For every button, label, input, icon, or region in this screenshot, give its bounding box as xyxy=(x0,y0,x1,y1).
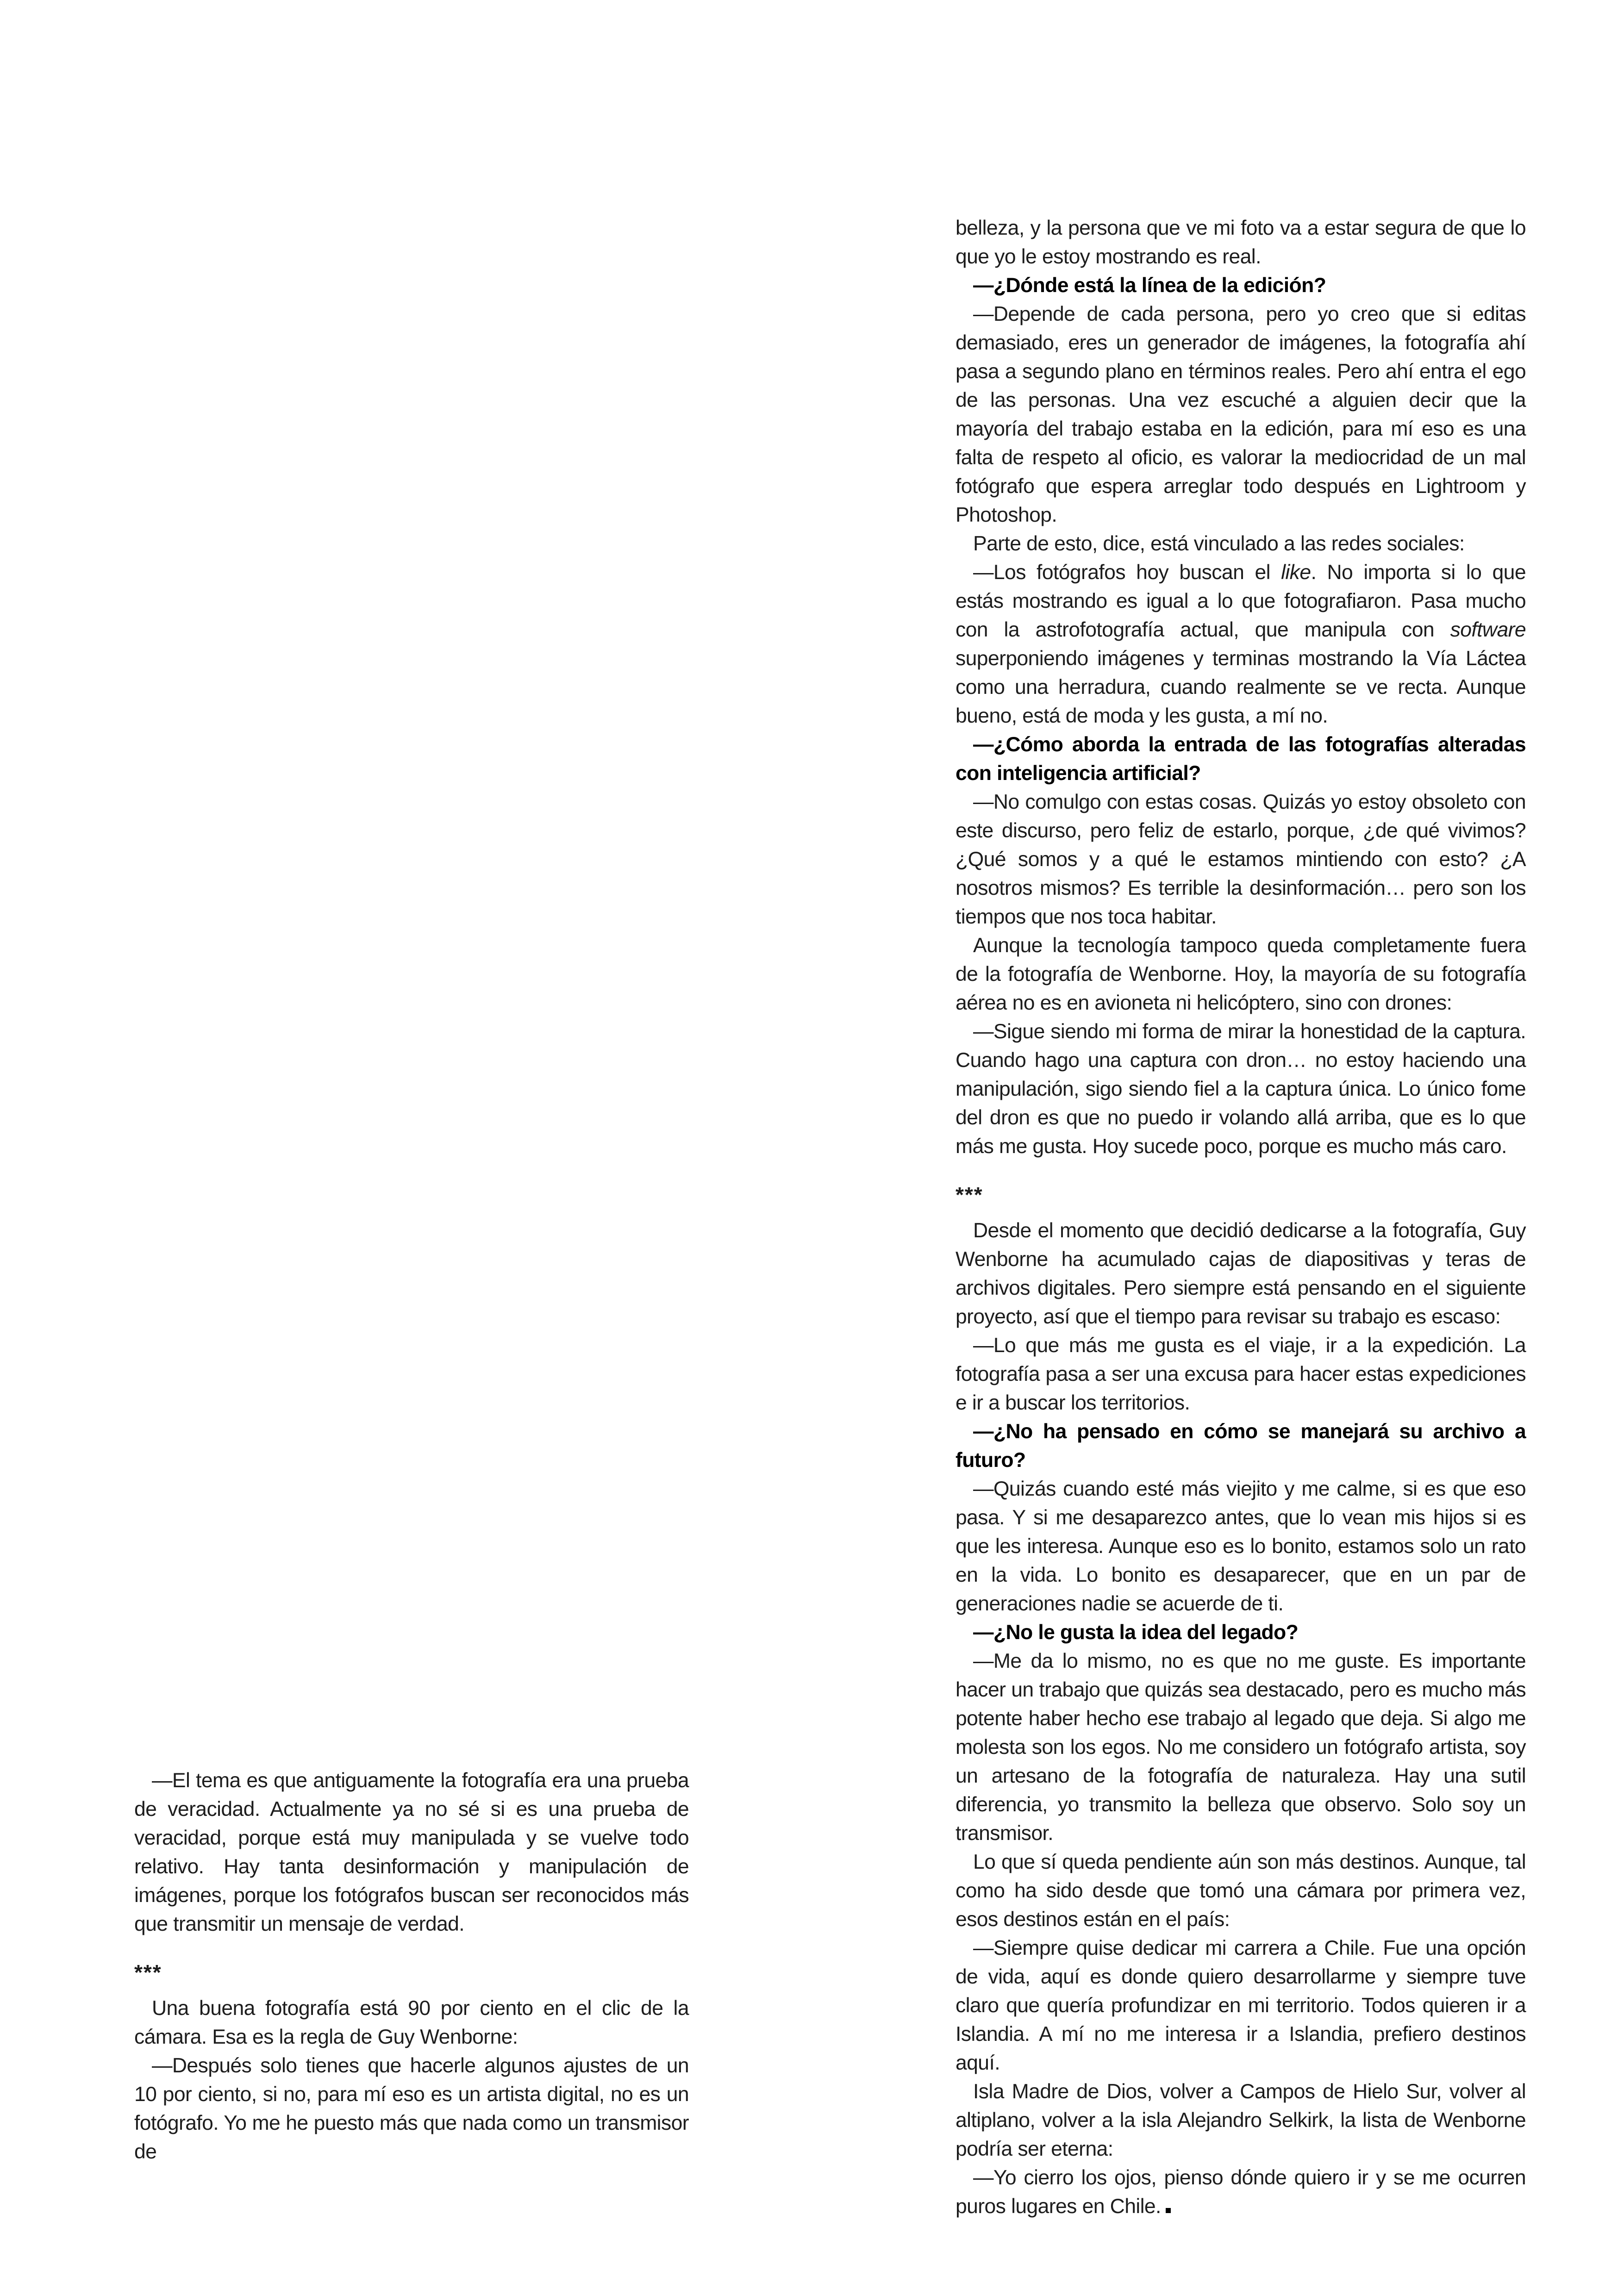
interview-answer: —No comulgo con estas cosas. Quizás yo estoy obsoleto con este discurso, pero feliz de estarlo, porque, ¿de qué vivimos? ¿Qué somos y a qué le estamos mintiendo con esto? ¿A nosotros mismos? Es terrible la desinformación… pero son los tiempos que nos toca habitar. xyxy=(956,791,1526,928)
interview-answer: —Me da lo mismo, no es que no me guste. Es importante hacer un trabajo que quizás sea destacado, pero es mucho más potente haber hecho ese trabajo al legado que deja. Si algo me molesta son los egos. No me considero un fotógrafo artista, soy un artesano de la fotografía de naturaleza. Hay una sutil diferencia, yo transmito la belleza que observo. Solo soy un transmisor. xyxy=(956,1650,1526,1845)
answer-text: —Los fotógrafos hoy buscan el xyxy=(973,561,1281,584)
end-of-article-icon xyxy=(1166,2208,1171,2213)
paragraph: Lo que sí queda pendiente aún son más destinos. Aunque, tal como ha sido desde que tomó una cámara por primera vez, esos destinos están en el país: xyxy=(956,1851,1526,1931)
paragraph: Aunque la tecnología tampoco queda completamente fuera de la fotografía de Wenborne. Hoy, la mayoría de su fotografía aérea no es en avioneta ni helicóptero, sino con drones: xyxy=(956,934,1526,1014)
interview-answer xyxy=(956,2164,1526,2221)
interview-question: —¿Dónde está la línea de la edición? xyxy=(973,274,1326,297)
interview-answer xyxy=(956,558,1526,730)
paragraph: —El tema es que antiguamente la fotografía era una prueba de veracidad. Actualmente ya no sé si es una prueba de veracidad, porque está muy manipulada y se vuelve todo relativo. Hay tanta desinformación y manipulación de imágenes, porque los fotógrafos buscan ser reconocidos más que transmitir un mensaje de verdad. xyxy=(134,1769,689,1935)
paragraph-continuation: belleza, y la persona que ve mi foto va a estar segura de que lo que yo le estoy mostrando es real. xyxy=(956,217,1526,268)
paragraph: Una buena fotografía está 90 por ciento en el clic de la cámara. Esa es la regla de Guy Wenborne: xyxy=(134,1997,689,2048)
paragraph: —Después solo tienes que hacerle algunos ajustes de un 10 por ciento, si no, para mí eso es un artista digital, no es un fotógrafo. Yo me he puesto más que nada como un transmisor de xyxy=(134,2054,689,2163)
italic-term: software xyxy=(1450,618,1526,641)
interview-question: —¿Cómo aborda la entrada de las fotografías alteradas con inteligencia artificial? xyxy=(956,733,1526,785)
interview-answer: —Lo que más me gusta es el viaje, ir a la expedición. La fotografía pasa a ser una excusa para hacer estas expediciones e ir a buscar los territorios. xyxy=(956,1334,1526,1414)
left-text-column xyxy=(134,1766,689,2166)
italic-term: like xyxy=(1281,561,1311,584)
paragraph: Parte de esto, dice, está vinculado a las redes sociales: xyxy=(973,532,1465,555)
interview-answer: —Sigue siendo mi forma de mirar la honestidad de la captura. Cuando hago una captura con dron… no estoy haciendo una manipulación, sigo siendo fiel a la captura única. Lo único fome del dron es que no puedo ir volando allá arriba, que es lo que más me gusta. Hoy sucede poco, porque es mucho más caro. xyxy=(956,1020,1526,1158)
paragraph: Desde el momento que decidió dedicarse a la fotografía, Guy Wenborne ha acumulado cajas de diapositivas y teras de archivos digitales. Pero siempre está pensando en el siguiente proyecto, así que el tiempo para revisar su trabajo es escaso: xyxy=(956,1219,1526,1328)
answer-text: —Yo cierro los ojos, pienso dónde quiero ir y se me ocurren puros lugares en Chile. xyxy=(956,2166,1526,2218)
interview-question: —¿No le gusta la idea del legado? xyxy=(973,1621,1299,1644)
interview-answer: —Quizás cuando esté más viejito y me calme, si es que eso pasa. Y si me desaparezco antes, que lo vean mis hijos si es que les interesa. Aunque eso es lo bonito, estamos solo un rato en la vida. Lo bonito es desaparecer, que en un par de generaciones nadie se acuerde de ti. xyxy=(956,1478,1526,1615)
paragraph: Isla Madre de Dios, volver a Campos de Hielo Sur, volver al altiplano, volver a la isla Alejandro Selkirk, la lista de Wenborne podría ser eterna: xyxy=(956,2080,1526,2160)
interview-question: —¿No ha pensado en cómo se manejará su archivo a futuro? xyxy=(956,1420,1526,1472)
section-break: *** xyxy=(134,1960,162,1984)
right-text-column xyxy=(956,214,1526,2221)
interview-answer: —Siempre quise dedicar mi carrera a Chile. Fue una opción de vida, aquí es donde quiero desarrollarme y siempre tuve claro que quería profundizar en mi territorio. Todos quieren ir a Islandia. A mí no me interesa ir a Islandia, prefiero destinos aquí. xyxy=(956,1937,1526,2074)
answer-text: . No importa si lo que estás mostrando es igual a lo que fotografiaron. Pasa mucho con la astrofotografía actual, que manipula con xyxy=(956,561,1526,641)
answer-text: superponiendo imágenes y terminas mostrando la Vía Láctea como una herradura, cuando realmente se ve recta. Aunque bueno, está de moda y les gusta, a mí no. xyxy=(956,647,1526,727)
section-break: *** xyxy=(956,1183,983,1207)
interview-answer: —Depende de cada persona, pero yo creo que si editas demasiado, eres un generador de imágenes, la fotografía ahí pasa a segundo plano en términos reales. Pero ahí entra el ego de las personas. Una vez escuché a alguien decir que la mayoría del trabajo estaba en la edición, para mí eso es una falta de respeto al oficio, es valorar la mediocridad de un mal fotógrafo que espera arreglar todo después en Lightroom y Photoshop. xyxy=(956,303,1526,526)
